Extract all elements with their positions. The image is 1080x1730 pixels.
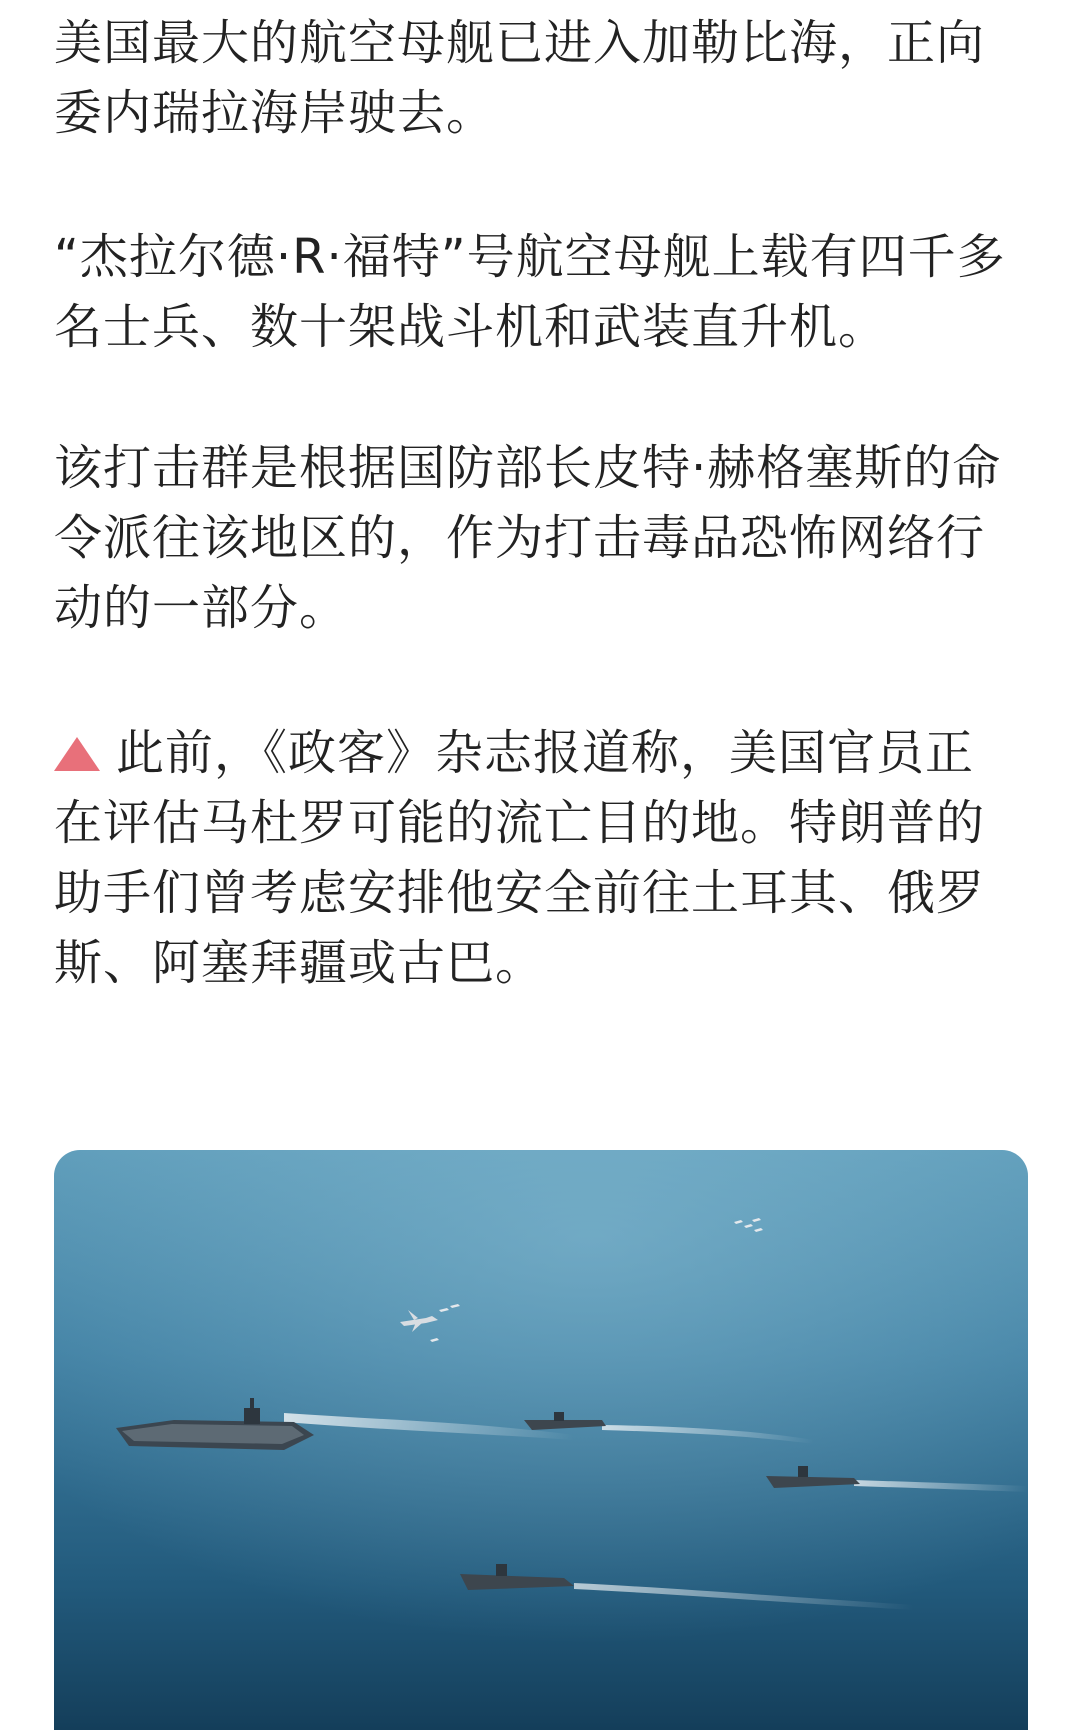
article-paragraph-4-text: 此前，《政客》杂志报道称，美国官员正在评估马杜罗可能的流亡目的地。特朗普的助手们曾考虑安排他安全前往土耳其、俄罗斯、阿塞拜疆或古巴。 (54, 725, 986, 991)
article-paragraph-4 (54, 718, 1014, 998)
carrier-strike-group-photo[interactable] (54, 1150, 1028, 1730)
article-paragraph-3: 该打击群是根据国防部长皮特·赫格塞斯的命令派往该地区的，作为打击毒品恐怖网络行动的一部分。 (54, 440, 1002, 636)
red-triangle-icon (54, 737, 100, 771)
photo-canvas (54, 1150, 1028, 1730)
article-paragraph-1: 美国最大的航空母舰已进入加勒比海，正向委内瑞拉海岸驶去。 (54, 15, 986, 141)
article-paragraph-2: “杰拉尔德·R·福特”号航空母舰上载有四千多名士兵、数十架战斗机和武装直升机。 (54, 229, 1006, 355)
